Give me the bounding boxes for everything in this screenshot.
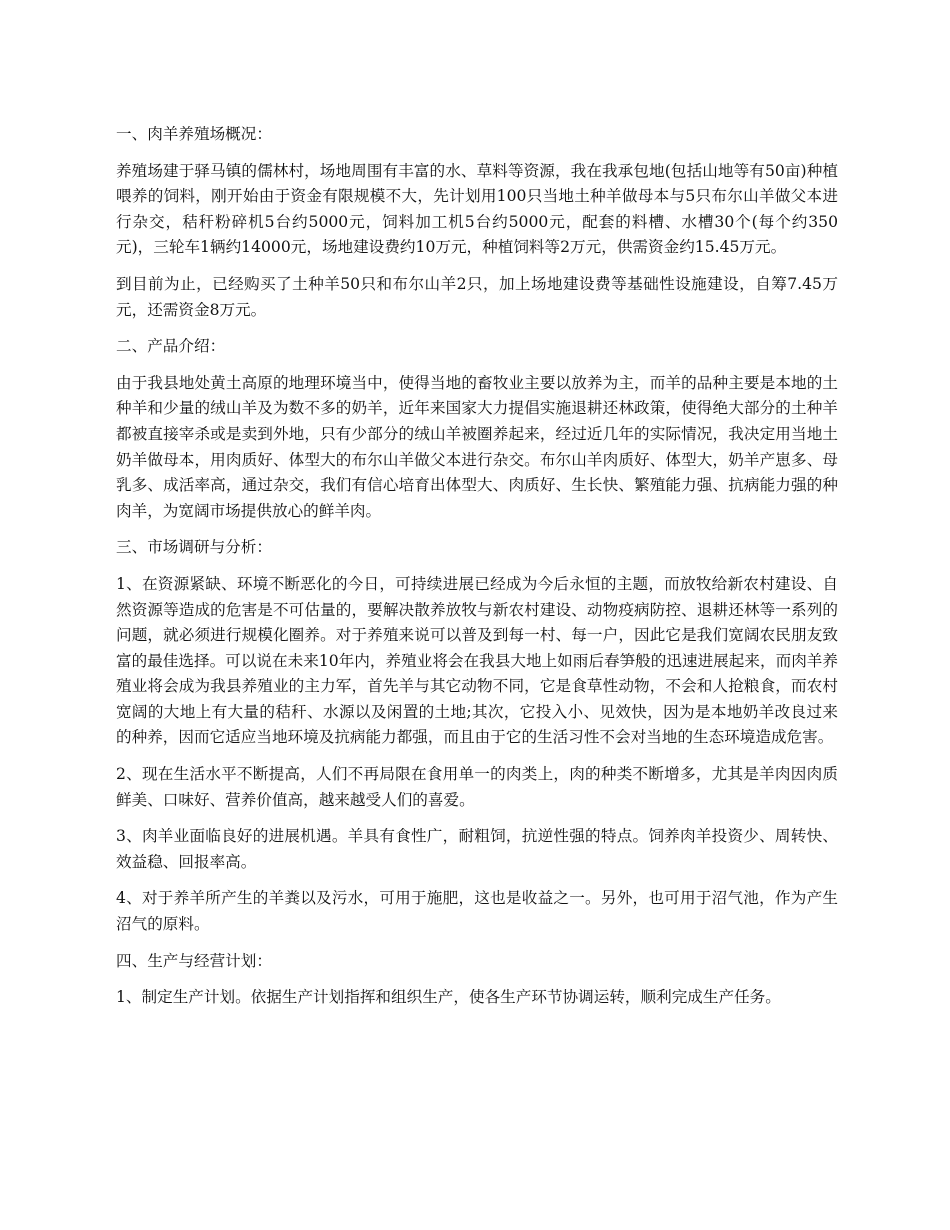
- paragraph-market-point-4: 4、对于养羊所产生的羊粪以及污水，可用于施肥，这也是收益之一。另外，也可用于沼气池，作为产生沼气的原料。: [116, 889, 838, 934]
- paragraph-farm-description: 养殖场建于驿马镇的儒林村，场地周围有丰富的水、草料等资源，我在我承包地(包括山地等有50亩)种植喂养的饲料，刚开始由于资金有限规模不大，先计划用100只当地土种羊做母本与5只布尔山羊做父本进行杂交，秸秆粉碎机5台约5000元，饲料加工机5台约5000元，配套的料槽、水槽30个(每个约350元)，三轮车1辆约14000元，场地建设费约10万元，种植饲料等2万元，供需资金约15.45万元。: [116, 161, 838, 257]
- paragraph-market-point-3: 3、肉羊业面临良好的进展机遇。羊具有食性广，耐粗饲，抗逆性强的特点。饲养肉羊投资少、周转快、效益稳、回报率高。: [116, 827, 838, 871]
- document-body: [116, 122, 838, 1022]
- section-heading-product: 二、产品介绍：: [116, 337, 226, 356]
- paragraph-product-intro: 由于我县地处黄土高原的地理环境当中，使得当地的畜牧业主要以放养为主，而羊的品种主要是本地的土种羊和少量的绒山羊及为数不多的奶羊，近年来国家大力提倡实施退耕还林政策，使得绝大部分的土种羊都被直接宰杀或是卖到外地，只有少部分的绒山羊被圈养起来，经过近几年的实际情况，我决定用当地土奶羊做母本，用肉质好、体型大的布尔山羊做父本进行杂交。布尔山羊肉质好、体型大，奶羊产崽多、母乳多、成活率高，通过杂交，我们有信心培育出体型大、肉质好、生长快、繁殖能力强、抗病能力强的种肉羊，为宽阔市场提供放心的鲜羊肉。: [116, 373, 838, 520]
- paragraph-market-point-2: 2、现在生活水平不断提高，人们不再局限在食用单一的肉类上，肉的种类不断增多，尤其是羊肉因肉质鲜美、口味好、营养价值高，越来越受人们的喜爱。: [116, 765, 838, 809]
- section-heading-production-plan: 四、生产与经营计划：: [116, 951, 272, 970]
- section-heading-market: 三、市场调研与分析：: [116, 538, 272, 557]
- paragraph-funding-status: 到目前为止，已经购买了土种羊50只和布尔山羊2只，加上场地建设费等基础性设施建设，自筹7.45万元，还需资金8万元。: [116, 274, 838, 319]
- paragraph-market-point-1: 1、在资源紧缺、环境不断恶化的今日，可持续进展已经成为今后永恒的主题，而放牧给新农村建设、自然资源等造成的危害是不可估量的，要解决散养放牧与新农村建设、动物疫病防控、退耕还林等一系列的问题，就必须进行规模化圈养。对于养殖来说可以普及到每一村、每一户，因此它是我们宽阔农民朋友致富的最佳选择。可以说在未来10年内，养殖业将会在我县大地上如雨后春笋般的迅速进展起来，而肉羊养殖业将会成为我县养殖业的主力军，首先羊与其它动物不同，它是食草性动物，不会和人抢粮食，而农村宽阔的大地上有大量的秸秆、水源以及闲置的土地;其次，它投入小、见效快，因为是本地奶羊改良过来的种养，因而它适应当地环境及抗病能力都强，而且由于它的生活习性不会对当地的生态环境造成危害。: [116, 574, 838, 747]
- section-heading-overview: 一、肉羊养殖场概况：: [116, 125, 272, 143]
- paragraph-production-plan-1: 1、制定生产计划。依据生产计划指挥和组织生产，使各生产环节协调运转，顺利完成生产任务。: [116, 988, 781, 1007]
